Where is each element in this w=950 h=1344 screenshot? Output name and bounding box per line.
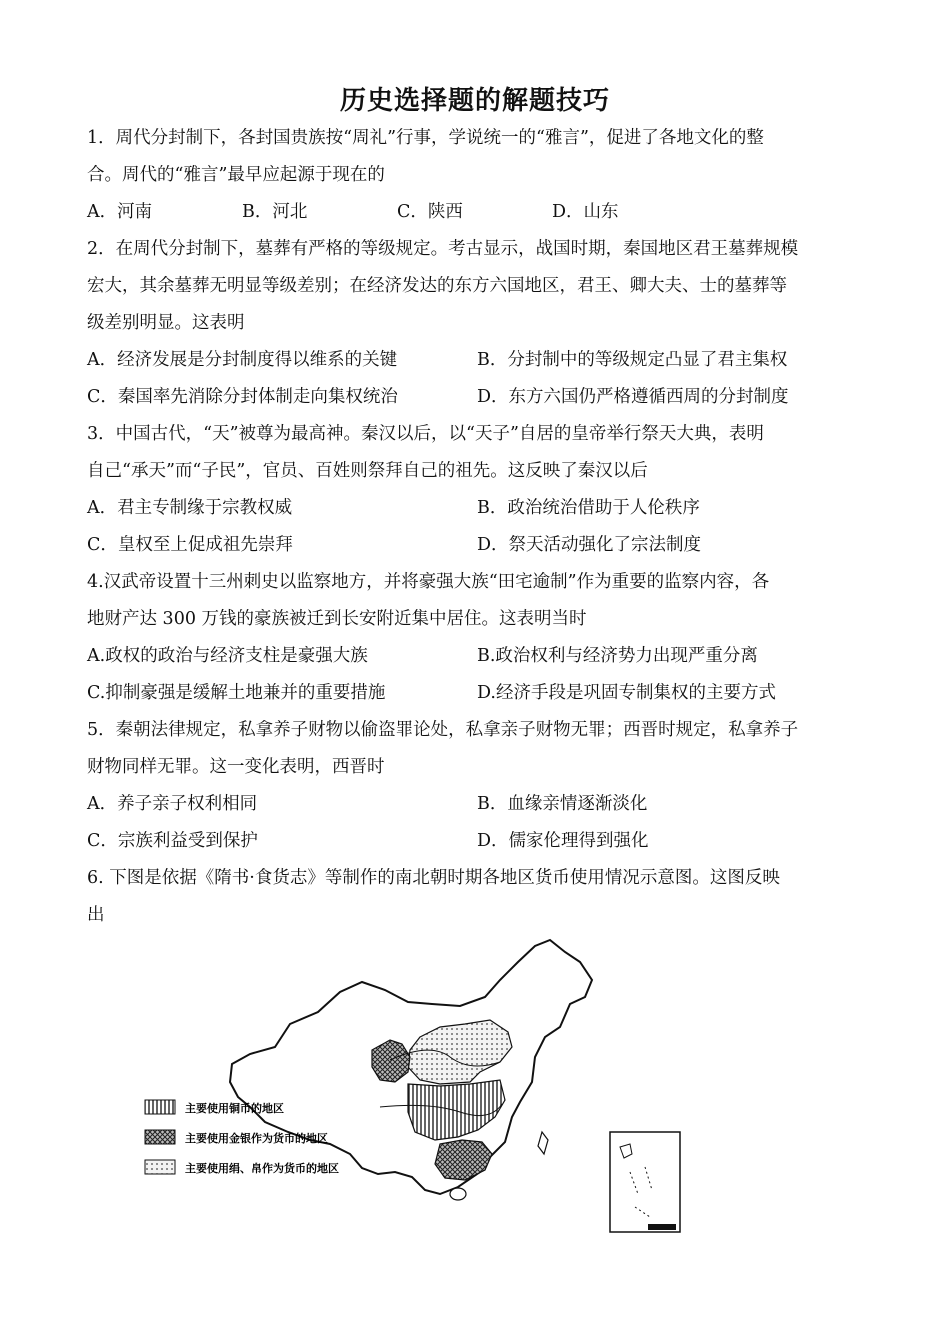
option-d[interactable]: D．山东 [552, 202, 619, 222]
gold-silver-region-south [435, 1140, 492, 1180]
question-1-stem-line-2: 合。周代的“雅言”最早应起源于现在的 [87, 165, 385, 185]
question-2-options-row-1 [87, 342, 867, 379]
option-a[interactable]: A.政权的政治与经济支柱是豪强大族 [87, 646, 368, 666]
question-2-stem-line-3: 级差别明显。这表明 [87, 313, 245, 333]
page-title: 历史选择题的解题技巧 [339, 86, 610, 116]
option-b[interactable]: B．河北 [242, 202, 308, 222]
legend-swatch-gold-silver [145, 1130, 175, 1144]
question-2-stem-line-2: 宏大，其余墓葬无明显等级差别；在经济发达的东方六国地区，君王、卿大夫、士的墓葬等 [87, 276, 787, 296]
south-china-sea-inset [610, 1132, 680, 1232]
legend-swatch-copper [145, 1100, 175, 1114]
option-c[interactable]: C．秦国率先消除分封体制走向集权统治 [87, 387, 398, 407]
question-list [87, 120, 867, 934]
question-2-options-row-2 [87, 379, 867, 416]
question-2 [87, 231, 867, 416]
question-5 [87, 712, 867, 860]
legend-label-copper: 主要使用铜币的地区 [185, 1102, 284, 1115]
option-b[interactable]: B．分封制中的等级规定凸显了君主集权 [477, 350, 788, 370]
taiwan-island [538, 1132, 548, 1154]
option-d[interactable]: D．祭天活动强化了宗法制度 [477, 535, 702, 555]
question-4-stem-line-1: 4.汉武帝设置十三州刺史以监察地方，并将豪强大族“田宅逾制”作为重要的监察内容，各 [87, 572, 770, 592]
option-c[interactable]: C．皇权至上促成祖先崇拜 [87, 535, 293, 555]
question-5-options-row-2 [87, 823, 867, 860]
question-3-options-row-1 [87, 490, 867, 527]
legend-label-silk: 主要使用绢、帛作为货币的地区 [185, 1162, 339, 1175]
option-d[interactable]: D.经济手段是巩固专制集权的主要方式 [477, 683, 776, 703]
option-b[interactable]: B．政治统治借助于人伦秩序 [477, 498, 700, 518]
option-c[interactable]: C．陕西 [397, 202, 463, 222]
question-3-stem-line-1: 3．中国古代，“天”被尊为最高神。秦汉以后，以“天子”自居的皇帝举行祭天大典，表明 [87, 424, 764, 444]
question-6-stem-line-1: 6. 下图是依据《隋书·食货志》等制作的南北朝时期各地区货币使用情况示意图。这图反映 [87, 868, 780, 888]
currency-map-figure [140, 932, 685, 1242]
question-3 [87, 416, 867, 564]
question-5-stem-line-1: 5．秦朝法律规定，私拿养子财物以偷盗罪论处，私拿亲子财物无罪；西晋时规定，私拿养子 [87, 720, 799, 740]
option-a[interactable]: A．河南 [87, 202, 153, 222]
map-svg [140, 932, 685, 1242]
question-6-stem-line-2: 出 [87, 905, 105, 925]
option-b[interactable]: B.政治权利与经济势力出现严重分离 [477, 646, 758, 666]
question-3-options-row-2 [87, 527, 867, 564]
question-4 [87, 564, 867, 712]
option-a[interactable]: A．经济发展是分封制度得以维系的关键 [87, 350, 398, 370]
option-a[interactable]: A．养子亲子权利相同 [87, 794, 258, 814]
question-4-options-row-2 [87, 675, 867, 712]
question-5-options-row-1 [87, 786, 867, 823]
question-1 [87, 120, 867, 231]
question-6 [87, 860, 867, 934]
hainan-island [450, 1188, 466, 1200]
option-d[interactable]: D．儒家伦理得到强化 [477, 831, 649, 851]
option-c[interactable]: C.抑制豪强是缓解土地兼并的重要措施 [87, 683, 386, 703]
question-5-stem-line-2: 财物同样无罪。这一变化表明，西晋时 [87, 757, 385, 777]
option-d[interactable]: D．东方六国仍严格遵循西周的分封制度 [477, 387, 789, 407]
legend-label-gold-silver: 主要使用金银作为货币的地区 [185, 1132, 328, 1145]
option-a[interactable]: A．君主专制缘于宗教权威 [87, 498, 293, 518]
question-1-options [87, 194, 867, 231]
question-3-stem-line-2: 自己“承天”而“子民”，官员、百姓则祭拜自己的祖先。这反映了秦汉以后 [87, 461, 648, 481]
question-4-options-row-1 [87, 638, 867, 675]
option-b[interactable]: B．血缘亲情逐渐淡化 [477, 794, 648, 814]
legend-swatch-silk [145, 1160, 175, 1174]
option-c[interactable]: C．宗族利益受到保护 [87, 831, 258, 851]
question-1-stem-line-1: 1．周代分封制下，各封国贵族按“周礼”行事，学说统一的“雅言”，促进了各地文化的整 [87, 128, 764, 148]
question-2-stem-line-1: 2．在周代分封制下，墓葬有严格的等级规定。考古显示，战国时期，秦国地区君王墓葬规模 [87, 239, 799, 259]
question-4-stem-line-2: 地财产达 300 万钱的豪族被迁到长安附近集中居住。这表明当时 [87, 609, 587, 629]
